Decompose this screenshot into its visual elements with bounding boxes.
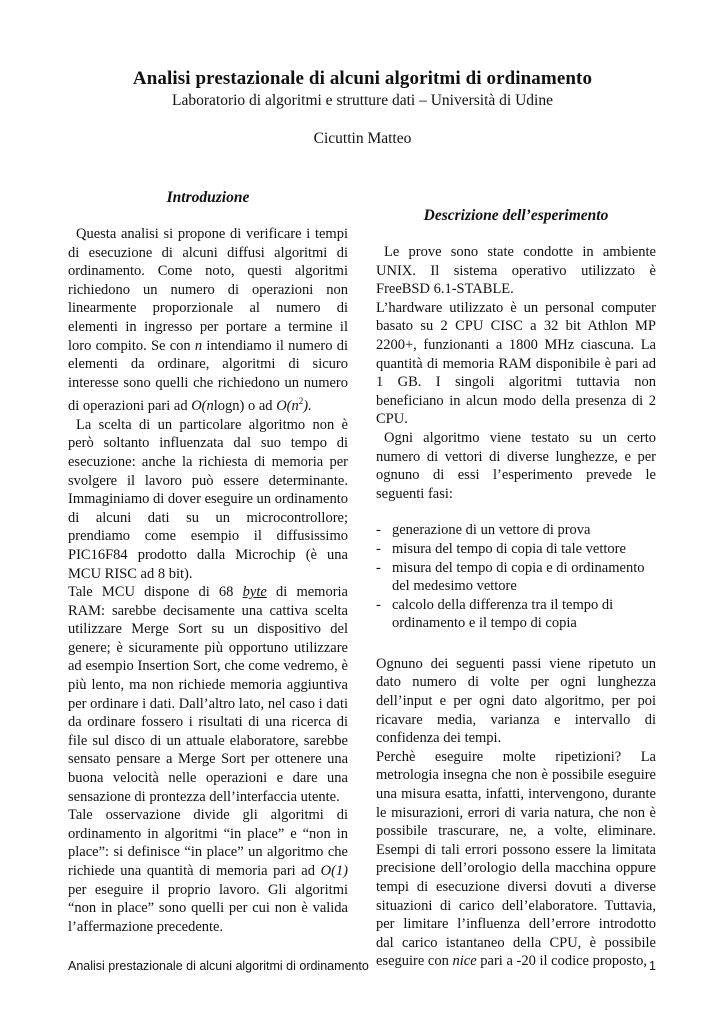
experiment-paragraph-1: Le prove sono state condotte in ambiente UNIX. Il sistema operativo utilizzato è FreeBSD 6.1-STABLE. [376,244,656,298]
page-title: Analisi prestazionale di alcuni algoritmi di ordinamento [132,68,593,89]
experiment-steps-list [376,521,656,633]
intro-paragraph-4: Tale osservazione divide gli algoritmi di ordinamento in algoritmi “in place” e “non in place”: si definisce “in place” un algoritmo che richiede una quantità di memoria pari ad O(1) per eseguire il proprio lavoro. Gli algoritmi “non in place” sono quelli per cui non è valida l’affermazione precedente. [68,807,348,935]
footer-title: Analisi prestazionale di alcuni algoritmi di ordinamento [68,959,369,973]
section-heading-introduzione: Introduzione [166,189,250,206]
page-subtitle: Laboratorio di algoritmi e strutture dati – Università di Udine [172,92,553,109]
section-heading-descrizione: Descrizione dell’esperimento [423,207,609,224]
list-item: - calcolo della differenza tra il tempo di ordinamento e il tempo di copia [376,596,656,633]
intro-paragraph-2: La scelta di un particolare algoritmo non è però soltanto influenzata dal suo tempo di esecuzione: anche la richiesta di memoria per svolgere il lavoro può essere determinante. Immaginiamo di dover eseguire un ordinamento di alcuni dati su un microcontrollore; prendiamo come esempio il diffusissimo PIC16F84 prodotto dalla Microchip (è una MCU RISC ad 8 bit). [68,416,348,582]
page-number: 1 [649,959,656,973]
author-name: Cicuttin Matteo [313,130,412,147]
experiment-paragraph-2: L’hardware utilizzato è un personal computer basato su 2 CPU CISC a 32 bit Athlon MP 2200+, funzionanti a 1800 MHz ciascuna. La quantità di memoria RAM disponibile è pari ad 1 GB. I singoli algoritmi tuttavia non beneficiano in alcun modo della presenza di 2 CPU. [376,299,656,428]
experiment-paragraph-5: Perchè eseguire molte ripetizioni? La metrologia insegna che non è possibile eseguire una misura esatta, infatti, intervengono, durante le misurazioni, errori di varia natura, che non è possibile trascurare, ne, a volte, eliminare. Esempi di tali errori possono essere la limitata precisione dell’orologio della macchina oppure tempi di esecuzione diversi dovuti a diverse situazioni di carico dell’elaboratore. Tuttavia, per limitare l’influenza dell’errore introdotto dal carico istantaneo della CPU, è possibile eseguire con nice pari a -20 il codice proposto, [376,748,656,970]
right-column [376,243,656,971]
left-column [68,225,348,936]
intro-paragraph-3: Tale MCU dispone di 68 byte di memoria RAM: sarebbe decisamente una cattiva scelta utilizzare Merge Sort su un dispositivo del genere; è sicuramente più opportuno utilizzare ad esempio Insertion Sort, che come vedremo, è più lento, ma non richiede memoria aggiuntiva per ordinare i dati. Dall’altro lato, nel caso i dati da ordinare fossero i risultati di una ricerca di file sul disco di un attuale elaboratore, sarebbe sensato pensare a Merge Sort per ottenere una buona velocità nelle operazioni e dare una sensazione di prontezza dell’interfaccia utente. [68,584,348,805]
intro-paragraph-1: Questa analisi si propone di verificare i tempi di esecuzione di alcuni diffusi algoritmi di ordinamento. Come noto, questi algoritmi richiedono un numero di operazioni non linearmente proporzionale al numero di elementi in ingresso per portare a termine il loro compito. Se con n intendiamo il numero di elementi da ordinare, algoritmi di sicuro interesse sono quelli che richiedono un numero di operazioni pari ad O(nlogn) o ad $O(n^2)$. [68,226,348,415]
experiment-paragraph-4: Ognuno dei seguenti passi viene ripetuto un dato numero di volte per ogni lunghezza dell’input e per ogni dato algoritmo, per poi ricavare media, varianza e intervallo di confidenza dei tempi. [376,655,656,747]
experiment-paragraph-3: Ogni algoritmo viene testato su un certo numero di vettori di diverse lunghezze, e per ognuno di essi l’esperimento prevede le seguenti fasi: [376,429,656,502]
list-item: - misura del tempo di copia e di ordinamento del medesimo vettore [376,559,656,596]
list-item: - generazione di un vettore di prova [376,521,656,540]
list-item: - misura del tempo di copia di tale vettore [376,540,656,559]
